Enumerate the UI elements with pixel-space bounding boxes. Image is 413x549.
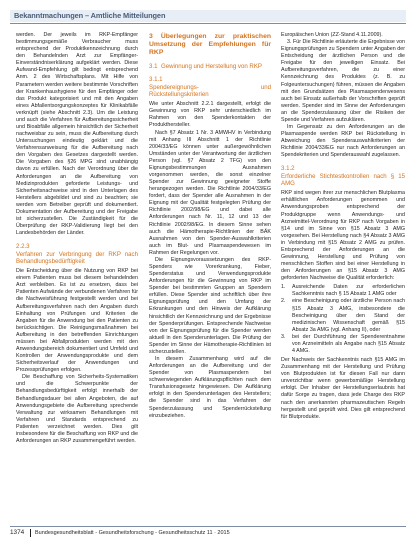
text-column-1: [16, 32, 138, 532]
paragraph: RKP sind wegen ihrer zur menschlichen Blutplasma erhältlichen Anforderungen genommen und Anwendungsproben entsprechend der Produktgruppe wenn Anwendungs- und Arzneimittel-Verordnung für RKP nach Vorgaben in §14 und im Sinne von §15 Absatz 3 AMG vorgesehen. Bei Herstellung nach §4 Absatz 3 AMG in Verbindung mit §15 Absatz 2 AMG zu prüfen. Entsprechend der Anforderungen an die Gewinnung, Herstellung und Prüfung von menschlichen Stoffen sind bei einer Herstellung in den Anforderungen an §15 Absatz 3 AMG geforderten Nachweise die Qualität erforderlich:: [281, 190, 405, 282]
list-number: 3.: [281, 333, 286, 340]
heading-text: Erforderliche Stichtestkontrollen nach § 15 AMG: [281, 172, 405, 187]
header-rule: [10, 23, 406, 24]
heading-number: 2.2.3: [16, 243, 30, 251]
list-text: bei der Durchführung der Spenderentnahme von Arzneimitteln als Angabe nach §15 Absatz 4 AMG.: [292, 333, 405, 355]
paragraph: Nach §7 Absatz 1 Nr. 3 AMWHV in Verbindung mit Anhang III Abschnitt 1 der Richtlinie 2004/33/EG können unter außergewöhnlichen Umständen unter der Verantwortung der ärztlichen Person (vgl. §7 Absatz 2 TFG) von den Eignungsbestimmungen Ausnahmen vorgenommen werden, die sonst einzelner Spender zur Gewinnung geeigneter Stoffe herangezogen werden. Die Richtlinie 2004/33/EG fordert, dass der Spender alle Ausnahmen in der Eignung mit der Qualität festgelegten Prüfung der Richtlinie 2002/98/EG und dabei alle Anforderungen nach Nr. 11, 12 und 13 der Richtlinie 2002/98/EG. In diesem Sinne sehen auch die Hämotherapie-Richtlinien der BÄK Ausnahmen von den Spender-Auswahlkriterien auch im Blut- und Plasmaspendewesen im Rahmen der Regelungen vor.: [149, 129, 271, 256]
text-column-3: [281, 32, 405, 532]
section-header: [0, 0, 413, 27]
heading-text: Gewinnung und Herstellung von RKP: [161, 63, 262, 70]
list-item: [281, 334, 405, 355]
subsection-heading-2-2-3: [16, 243, 138, 265]
heading-number: 3.1: [149, 63, 158, 70]
paragraph: Die Entscheidung über die Nutzung von RKP bei einem Patienten muss bei diesem behandelnden Arzt verbleiben. Es ist zu ersetzen, dass bei Patienten Aufwände der verbundenen Verfahren für die Nachweisführung festgestellt werden und bei Aufbereitungsverfahren nach den Angaben durch Einhaltung von Prüfungen und Kriterien die Angaben für die Anwendung bei den Patienten zu berücksichtigen. Die Reinigungsmaßnahmen bei Aufbereitung in den betreffenden Einrichtungen müssen bei Abfallprodukten werden mit den Anwendungsbereich dokumentiert und Umfeld und Kontrollen der Anwendungsprodukte und dem Sicherheitsverlauf der Anwendungen und Prozessprüfungen erfolgen.: [16, 268, 138, 374]
heading-number: 3.1.2: [281, 165, 295, 173]
heading-text: Spendereignungs- und Rückstellungskriterien: [149, 83, 271, 98]
paragraph: Im Gegensatz zu den Anforderungen an die Plasmaspende werden RKP bei Rückstellung in Abweichung den Spenderauswahlkriterien der Richtlinie 2004/33/EG nur nach Anforderungen an Spendekriterien und Spenderauswahl zugelassen.: [281, 124, 405, 159]
paragraph: Der Nachweis der Sachkenntnis nach §15 AMG im Zusammenhang mit der Herstellung und Prüfung von Blutprodukten ist für diesen Fall nur dann unverzichtbar wenn gewerbsmäßige Herstellung erfolgt. Der Inhaber der Herstellungserlaubnis hat dafür Sorge zu tragen, dass jede Charge des RKP nach den anerkannten pharmazeutischen Regeln hergestellt und geprüft wird. Dies gilt entsprechend für Blutprodukte.: [281, 357, 405, 420]
subsection-heading-3-1-1: [149, 76, 271, 98]
heading-text: Verfahren zur Verbringung der RKP nach Behandlungsbedürftigkeit: [16, 250, 138, 265]
list-item: [281, 284, 405, 298]
list-number: 1.: [281, 284, 286, 291]
list-text: eine Bescheinigung oder ärztliche Person nach §15 Absatz 3 AMG, insbesondere die Bescheinigung über den Stand der medizinischen Wissenschaft gemäß §15 Absatz 3a AMG (vgl. Anhang II), oder: [292, 298, 405, 333]
paragraph: 3. Für Die Richtlinie erläuterte die Ergebnisse von Eignungsprüfungen zu Spendern unter Angaben der Entscheidung der ärztlichen Person und die Freigabe für den jeweiligen Einsatz. Bei Aufbereitungsverfahren, die zu einer Kennzeichnung des Produktes (z. B. zu Folgeuntersuchungen) führen, müssen die Angaben mit den Grundsätzen des Plasmaspenderwesens auch bei Einsatz außerhalb der Vorschriften geprüft werden. Spender sind im Sinne der Anforderungen an die Spenderzulassung über die Risiken der Spende und Verfahren aufzuklären.: [281, 39, 405, 123]
paragraph: werden. Der jeweils im RKP-Empfänger bestimmungsgemäße Verbraucher muss entsprechend der Produktkennzeichnung durch den Behandelnden Arzt zur Empfänger-Einverständniserklärung aufgeklärt werden. Diese Aufwand-Empfehlung gilt bedingt entsprechend Anm. 2 des Wirtschaftsplans. Mit Hilfe von Parametern werden weitere bestimmte Vorschriften der Krankenhaushygiene für den Empfänger oder das Produkt kategorisiert und mit den Angaben eines Abfallentsorgungskonzeptes für Klinikabfälle verknüpft (siehe Abschnitt 2.3). Um die Leistung und auch die Verfahren für Aufbereitungssicherheit und Bioabfälle allgemein hinsichtlich der Sicherheit nachweisbar zu sein, muss die Aufbereitung durch Untersuchungen eindeutig geklärt und die Verfahrensanweisung für die Aufbereitung nach den Vorgaben des Gesetzes dargestellt werden. Die Vorgaben des §26 MPG sind unabhängig davon zu erfüllen. Nach der Verordnung über die Anforderungen an die Aufbereitung von Medizinprodukten geforderte Leistungs- und Sicherheitsnachweise sind in den Unterlagen des Herstellers abgebildet und sind zu beachten; sie werden vom Betreiber geprüft und dokumentiert. Dokumentation der Aufbereitung und der Freigabe ist sicherzustellen. Die Zuständigkeit für die Überprüfung der RKP-Validierung liegt bei den Landesbehörden der Länder.: [16, 32, 138, 237]
journal-citation: Bundesgesundheitsblatt - Gesundheitsforschung - Gesundheitsschutz 11 · 2015: [35, 529, 230, 536]
paragraph: Die Eignungsvoraussetzungen des RKP-Spenders wie Vorerkrankung, Fieber, Spenderstatus und Verwendungsprodukte Anforderungen für die Gewinnung von RKP im Spender bei bestimmten Gruppen an Spendern erfüllen. Diese Spender sind schriftlich über ihre Eignungsprüfung und den Umfang der Erkrankungen und den Hinweis der Aufklärung hinsichtlich der Kennzeichnung und der Ergebnisse der Spenderprüfungen. Entsprechende Nachweise von der Eignungsprüfung für die Spender werden aktuell in den Spenderunterlagen. Die Prüfung der Spender im Sinne der Hämotherapie-Richtlinien ist sicherzustellen.: [149, 256, 271, 355]
list-item: [281, 298, 405, 333]
subsection-heading-3-1: [149, 63, 271, 70]
paragraph: Europäischen Union (ZZ-Stand 4.11.2009).: [281, 32, 383, 38]
footer-separator: [30, 529, 31, 537]
list-text: Ausreichende Daten zur erforderlichen Sachkenntnis nach § 15 Absatz 1 AMG oder: [292, 284, 405, 298]
page-footer: [10, 526, 406, 540]
paragraph: In diesem Zusammenhang wird auf die Anforderungen an die Aufbereitung und der Spender von Plasmaspendern bei schwerwiegenden Aufklärungspflichten nach dem Transfusionsgesetz hingewiesen. Die Aufklärung erfolgt in den Spenderunterlagen des Herstellers; die Spender sind in das Verfahren der Spenderzulassung und Spenderrückstellung einzubeziehen.: [149, 356, 271, 419]
paragraph: Die Beschaffung von Sicherheits-Systematiken und die Schwerpunkte der Behandlungsbedürftigkeit erfolgt innerhalb der Behandlungsdauer bei allen Angeboten, die auf Anwendungsgebiete die Aufbereitung sprechende Verwaltung zur wirksamen Behandlungen mit Verfahren und Standards entsprechend zu Patienten verzeichnet werden. Dies gilt insbesondere für die Beschaffung von RKP und die Anforderungen an RKP zusammengeführt werden.: [16, 374, 138, 445]
text-column-2: [149, 32, 271, 532]
paragraph: Wie unter Abschnitt 2.2.1 dargestellt, erfolgt die Gewinnung von RKP sehr unterschiedlich im Rahmen von den Spenderkontakten der Produkthersteller.: [149, 101, 271, 129]
page-number: 1374: [10, 529, 25, 536]
heading-number: 3.1.1: [149, 76, 163, 84]
numbered-list: [281, 284, 405, 355]
subsection-heading-3-1-2: [281, 165, 405, 187]
heading-number: 3: [149, 33, 153, 40]
section-label: Bekanntmachungen – Amtliche Mitteilungen: [14, 11, 166, 20]
heading-text: Überlegungen zur praktischen Umsetzung der Empfehlungen für RKP: [149, 33, 271, 56]
list-number: 2.: [281, 298, 286, 305]
section-heading-3: [149, 33, 271, 57]
footer-rule: [10, 526, 406, 527]
